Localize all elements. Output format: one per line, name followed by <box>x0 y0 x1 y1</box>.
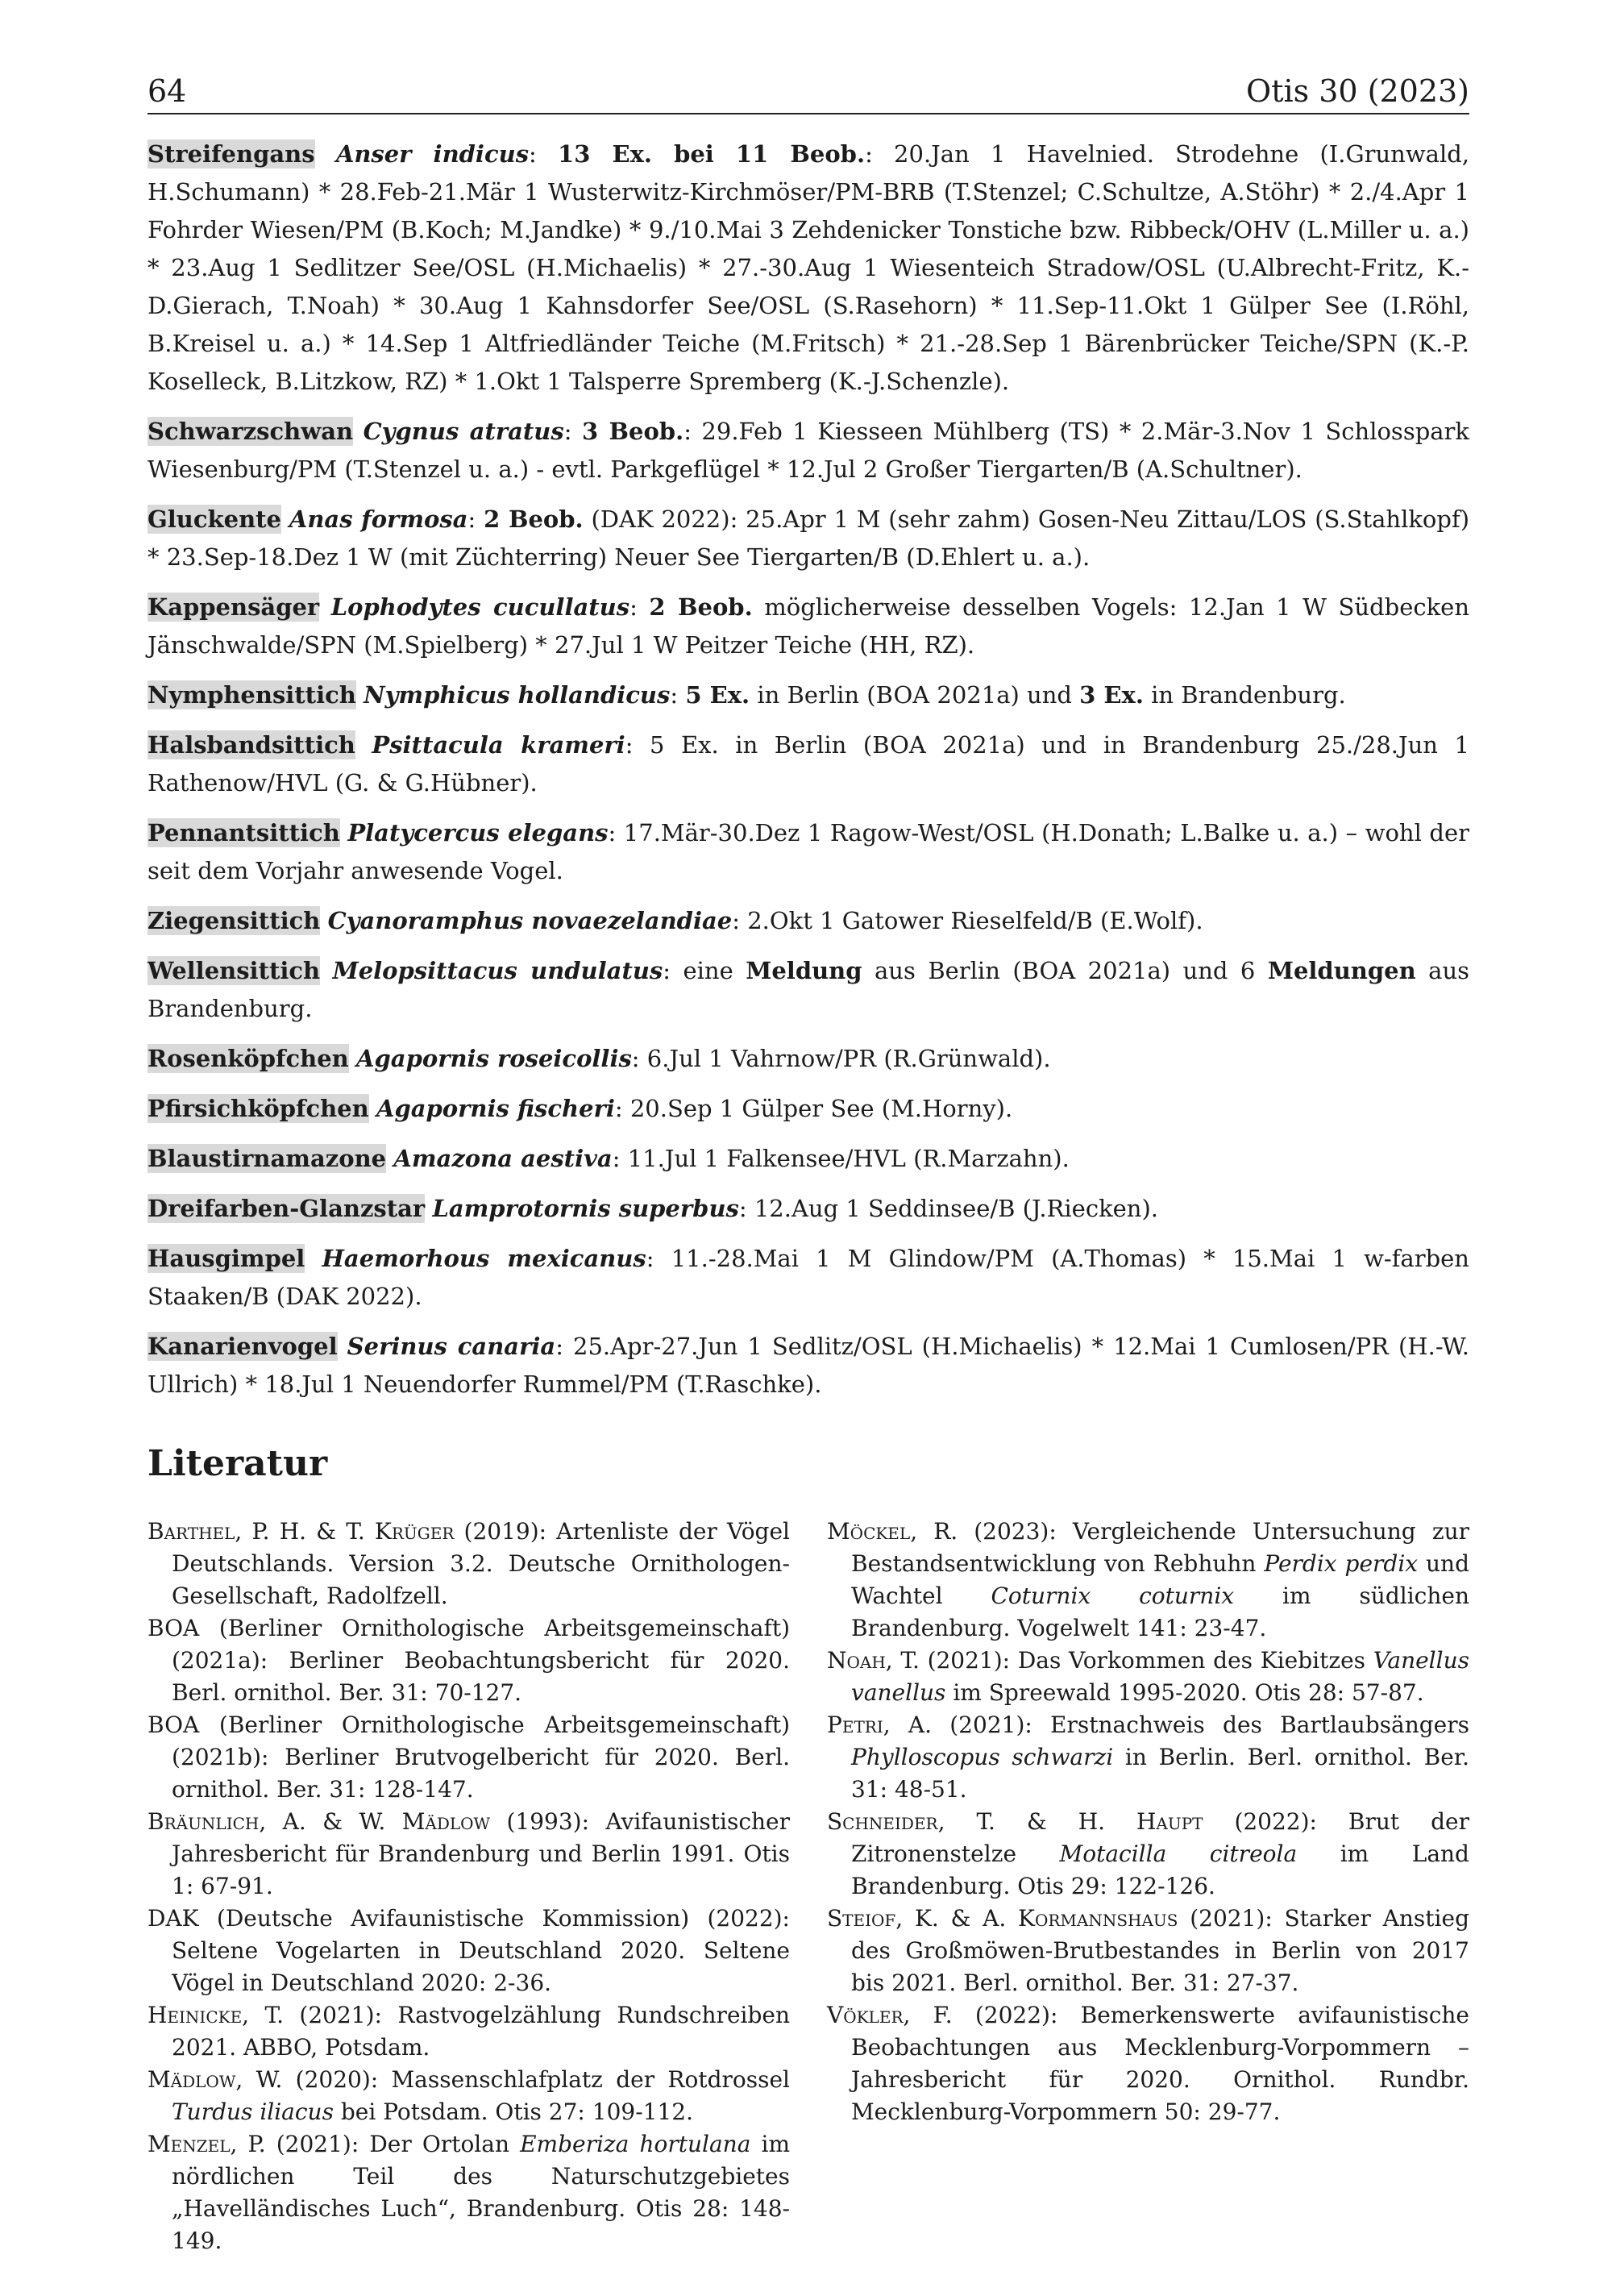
species-record <box>147 814 1469 890</box>
species-scientific-name: Haemorhous mexicanus <box>322 1245 646 1272</box>
species-scientific-name: Cygnus atratus <box>363 418 564 445</box>
record-text: : <box>467 505 484 533</box>
record-count: 2 Beob. <box>484 505 584 533</box>
record-text: möglicherweise desselben Vogels: 12.Jan 1 W Südbecken Jänschwalde/SPN (M.Spielberg) * 27.Jul 1 W Peitzer Teiche (HH, RZ). <box>147 593 1470 659</box>
reference-author: Noah <box>827 1647 886 1674</box>
reference-text: im Spreewald 1995-2020. Otis 28: 57-87. <box>945 1679 1424 1706</box>
species-german-name: Kappensäger <box>147 593 320 621</box>
species-scientific-name: Nymphicus hollandicus <box>364 681 671 709</box>
reference-entry <box>147 1806 790 1903</box>
record-count: 2 Beob. <box>649 593 753 621</box>
reference-author: Krüger <box>374 1518 455 1545</box>
reference-text: , P. H. & T. <box>235 1518 375 1545</box>
species-record <box>147 676 1469 714</box>
reference-text: DAK (Deutsche Avifaunistische Kommission) (2022): Seltene Vogelarten in Deutschland 2020. Seltene Vögel in Deutschland 2020: 2-36. <box>147 1905 790 1996</box>
reference-species: Vanellus vanellus <box>851 1647 1469 1706</box>
reference-author: Steiof <box>827 1905 896 1932</box>
record-text: (DAK 2022): 25.Apr 1 M (sehr zahm) Gosen-Neu Zittau/LOS (S.Stahlkopf) * 23.Sep-18.Dez 1 W (mit Züchterring) Neuer See Tiergarten/B (D.Ehlert u. a.). <box>147 505 1470 571</box>
species-record <box>147 952 1469 1028</box>
record-text: : 17.Mär-30.Dez 1 Ragow-West/OSL (H.Donath; L.Balke u. a.) – wohl der seit dem Vorjahr anwesende Vogel. <box>147 819 1470 884</box>
species-record <box>147 589 1469 664</box>
reference-author: Heinicke <box>147 2002 243 2028</box>
species-german-name: Dreifarben-Glanzstar <box>147 1195 426 1222</box>
species-german-name: Blaustirnamazone <box>147 1145 387 1172</box>
reference-entry <box>147 1709 790 1806</box>
reference-author: Mädlow <box>401 1808 491 1835</box>
species-german-name: Kanarienvogel <box>147 1333 338 1360</box>
record-text: : 2.Okt 1 Gatower Rieselfeld/B (E.Wolf). <box>732 907 1203 934</box>
reference-entry <box>147 1516 790 1612</box>
record-text: : <box>629 593 650 621</box>
reference-author: Petri <box>827 1712 883 1738</box>
reference-text: BOA (Berliner Ornithologische Arbeitsgemeinschaft) (2021b): Berliner Brutvogelbericht für 2020. Berl. ornithol. Ber. 31: 128-147. <box>147 1712 790 1803</box>
record-count: 3 Ex. <box>1079 681 1144 709</box>
reference-species: Perdix perdix <box>1264 1550 1419 1577</box>
references-right-column <box>827 1516 1469 2128</box>
reference-author: Möckel <box>827 1518 911 1545</box>
species-scientific-name: Serinus canaria <box>347 1333 556 1360</box>
reference-entry <box>147 1612 790 1709</box>
species-scientific-name: Amazona aestiva <box>393 1145 613 1172</box>
reference-species: Motacilla citreola <box>1059 1841 1298 1867</box>
record-text: : 6.Jul 1 Vahrnow/PR (R.Grünwald). <box>631 1045 1051 1072</box>
literature-heading: Literatur <box>147 1443 328 1484</box>
reference-entry <box>827 1903 1469 1999</box>
species-record <box>147 501 1469 576</box>
species-record <box>147 902 1469 940</box>
species-german-name: Halsbandsittich <box>147 731 355 759</box>
journal-title: Otis 30 (2023) <box>1246 73 1469 109</box>
reference-entry <box>827 1516 1469 1645</box>
species-scientific-name: Psittacula krameri <box>372 731 625 759</box>
species-record <box>147 1190 1469 1228</box>
reference-text: , W. (2020): Massenschlafplatz der Rotdrossel <box>235 2066 790 2093</box>
record-text: aus Berlin (BOA 2021a) und 6 <box>862 957 1268 984</box>
species-record <box>147 1140 1469 1178</box>
reference-entry <box>827 1709 1469 1806</box>
reference-author: Kormannshaus <box>1018 1905 1178 1932</box>
species-record <box>147 1328 1469 1404</box>
record-count: 13 Ex. bei 11 Beob. <box>558 140 866 168</box>
species-german-name: Schwarzschwan <box>147 418 354 445</box>
reference-text: und Wachtel <box>851 1550 1470 1609</box>
species-records <box>147 135 1469 1416</box>
species-german-name: Gluckente <box>147 505 281 533</box>
species-german-name: Ziegensittich <box>147 907 321 934</box>
record-text: : <box>670 681 686 709</box>
reference-text: im Land Brandenburg. Otis 29: 122-126. <box>851 1841 1469 1899</box>
species-scientific-name: Cyanoramphus novaezelandiae <box>327 907 733 934</box>
species-scientific-name: Anser indicus <box>335 140 530 168</box>
species-record <box>147 1040 1469 1078</box>
reference-text: (2019): Artenliste der Vögel Deutschlands. Version 3.2. Deutsche Ornithologen-Gesellschaft, Radolfzell. <box>172 1518 791 1609</box>
species-scientific-name: Agapornis fischeri <box>376 1095 615 1122</box>
record-text: : <box>563 418 582 445</box>
species-record <box>147 413 1469 489</box>
reference-text: , T. (2021): Rastvogelzählung Rundschreiben 2021. ABBO, Potsdam. <box>172 2002 790 2061</box>
reference-entry <box>147 1999 790 2064</box>
species-german-name: Nymphensittich <box>147 681 356 709</box>
reference-author: Barthel <box>147 1518 235 1545</box>
reference-text: , K. & A. <box>895 1905 1019 1932</box>
reference-text: BOA (Berliner Ornithologische Arbeitsgemeinschaft) (2021a): Berliner Beobachtungsbericht für 2020. Berl. ornithol. Ber. 31: 70-127. <box>147 1615 790 1706</box>
species-scientific-name: Lophodytes cucullatus <box>330 593 630 621</box>
reference-entry <box>147 2128 790 2257</box>
references-left-column <box>147 1516 790 2257</box>
reference-text: , A. (2021): Erstnachweis des Bartlaubsängers <box>883 1712 1469 1738</box>
page-header <box>147 68 1469 114</box>
record-text: in Brandenburg. <box>1143 681 1346 709</box>
reference-author: Schneider <box>827 1808 938 1835</box>
species-german-name: Wellensittich <box>147 957 321 984</box>
reference-entry <box>827 1645 1469 1709</box>
reference-text: im nördlichen Teil des Naturschutzgebietes „Havelländisches Luch“, Brandenburg. Otis 28: 148-149. <box>172 2131 791 2254</box>
reference-entry <box>827 1999 1469 2128</box>
reference-author: Mädlow <box>147 2066 236 2093</box>
reference-text: im südlichen Brandenburg. Vogelwelt 141: 23-47. <box>851 1583 1469 1641</box>
species-scientific-name: Agapornis roseicollis <box>356 1045 632 1072</box>
species-record <box>147 726 1469 802</box>
reference-text: , F. (2022): Bemerkenswerte avifaunistische Beobachtungen aus Mecklenburg-Vorpommern – Jahresbericht für 2020. Ornithol. Rundbr. Mecklenburg-Vorpommern 50: 29-77. <box>851 2002 1469 2125</box>
species-record <box>147 1240 1469 1316</box>
reference-species: Coturnix coturnix <box>991 1583 1235 1609</box>
reference-text: (2021): Starker Anstieg des Großmöwen-Brutbestandes in Berlin von 2017 bis 2021. Berl. ornithol. Ber. 31: 27-37. <box>851 1905 1469 1996</box>
species-german-name: Pfirsichköpfchen <box>147 1095 369 1122</box>
reference-entry <box>147 1903 790 1999</box>
species-record <box>147 1090 1469 1128</box>
reference-author: Vökler <box>827 2002 904 2028</box>
reference-text: in Berlin. Berl. ornithol. Ber. 31: 48-51. <box>851 1744 1469 1803</box>
reference-text: , P. (2021): Der Ortolan <box>230 2131 521 2157</box>
reference-author: Haupt <box>1136 1808 1203 1835</box>
record-text: : 11.Jul 1 Falkensee/HVL (R.Marzahn). <box>612 1145 1070 1172</box>
record-count: 3 Beob. <box>581 418 684 445</box>
record-text: : <box>529 140 559 168</box>
species-german-name: Rosenköpfchen <box>147 1045 349 1072</box>
reference-text: (2022): Brut der Zitronenstelze <box>851 1808 1469 1867</box>
record-text: aus Brandenburg. <box>147 957 1469 1022</box>
species-scientific-name: Anas formosa <box>289 505 468 533</box>
reference-species: Turdus iliacus <box>172 2098 334 2125</box>
reference-text: , T. (2021): Das Vorkommen des Kiebitzes <box>885 1647 1373 1674</box>
record-count: Meldung <box>746 957 862 984</box>
reference-author: Menzel <box>147 2131 231 2157</box>
species-german-name: Hausgimpel <box>147 1245 305 1272</box>
record-text: : 20.Jan 1 Havelnied. Strodehne (I.Grunwald, H.Schumann) * 28.Feb-21.Mär 1 Wusterwitz-Kirchmöser/PM-BRB (T.Stenzel; C.Schultze, A.Stöhr) * 2./4.Apr 1 Fohrder Wiesen/PM (B.Koch; M.Jandke) * 9./10.Mai 3 Zehdenicker Tonstiche bzw. Ribbeck/OHV (L.Miller u. a.) * 23.Aug 1 Sedlitzer See/OSL (H.Michaelis) * 27.-30.Aug 1 Wiesenteich Stradow/OSL (U.Albrecht-Fritz, K.-D.Gierach, T.Noah) * 30.Aug 1 Kahnsdorfer See/OSL (S.Rasehorn) * 11.Sep-11.Okt 1 Gülper See (I.Röhl, B.Kreisel u. a.) * 14.Sep 1 Altfriedländer Teiche (M.Fritsch) * 21.-28.Sep 1 Bärenbrücker Teiche/SPN (K.-P. Koselleck, B.Litzkow, RZ) * 1.Okt 1 Talsperre Spremberg (K.-J.Schenzle). <box>147 140 1470 395</box>
species-record <box>147 135 1469 401</box>
species-german-name: Streifengans <box>147 140 315 168</box>
reference-species: Emberiza hortulana <box>520 2131 751 2157</box>
record-text: : 25.Apr-27.Jun 1 Sedlitz/OSL (H.Michaelis) * 12.Mai 1 Cumlosen/PR (H.-W. Ullrich) * 18.Jul 1 Neuendorfer Rummel/PM (T.Raschke). <box>147 1333 1469 1398</box>
record-text: : 29.Feb 1 Kiesseen Mühlberg (TS) * 2.Mär-3.Nov 1 Schlosspark Wiesenburg/PM (T.Stenzel u. a.) - evtl. Parkgeflügel * 12.Jul 2 Großer Tiergarten/B (A.Schultner). <box>147 418 1469 483</box>
record-text: in Berlin (BOA 2021a) und <box>750 681 1080 709</box>
reference-text: bei Potsdam. Otis 27: 109-112. <box>333 2098 694 2125</box>
species-scientific-name: Lamprotornis superbus <box>432 1195 739 1222</box>
record-text: : eine <box>663 957 746 984</box>
record-text: : 5 Ex. in Berlin (BOA 2021a) und in Brandenburg 25./28.Jun 1 Rathenow/HVL (G. & G.Hübner). <box>147 731 1469 797</box>
reference-text: , R. (2023): Vergleichende Untersuchung zur Bestandsentwicklung von Rebhuhn <box>851 1518 1469 1577</box>
reference-text: , A. & W. <box>259 1808 402 1835</box>
record-text: : 12.Aug 1 Seddinsee/B (J.Riecken). <box>738 1195 1159 1222</box>
record-count: 5 Ex. <box>685 681 750 709</box>
reference-entry <box>827 1806 1469 1903</box>
reference-entry <box>147 2064 790 2128</box>
record-count: Meldungen <box>1267 957 1416 984</box>
species-scientific-name: Platycercus elegans <box>347 819 609 846</box>
species-german-name: Pennantsittich <box>147 819 340 846</box>
page-number: 64 <box>147 73 187 109</box>
reference-text: , T. & H. <box>937 1808 1136 1835</box>
reference-author: Bräunlich <box>147 1808 260 1835</box>
record-text: : 11.-28.Mai 1 M Glindow/PM (A.Thomas) * 15.Mai 1 w-farben Staaken/B (DAK 2022). <box>147 1245 1469 1310</box>
species-scientific-name: Melopsittacus undulatus <box>332 957 663 984</box>
reference-text: (1993): Avifaunistischer Jahresbericht für Brandenburg und Berlin 1991. Otis 1: 67-91. <box>172 1808 790 1899</box>
reference-species: Phylloscopus schwarzi <box>851 1744 1114 1770</box>
record-text: : 20.Sep 1 Gülper See (M.Horny). <box>614 1095 1013 1122</box>
